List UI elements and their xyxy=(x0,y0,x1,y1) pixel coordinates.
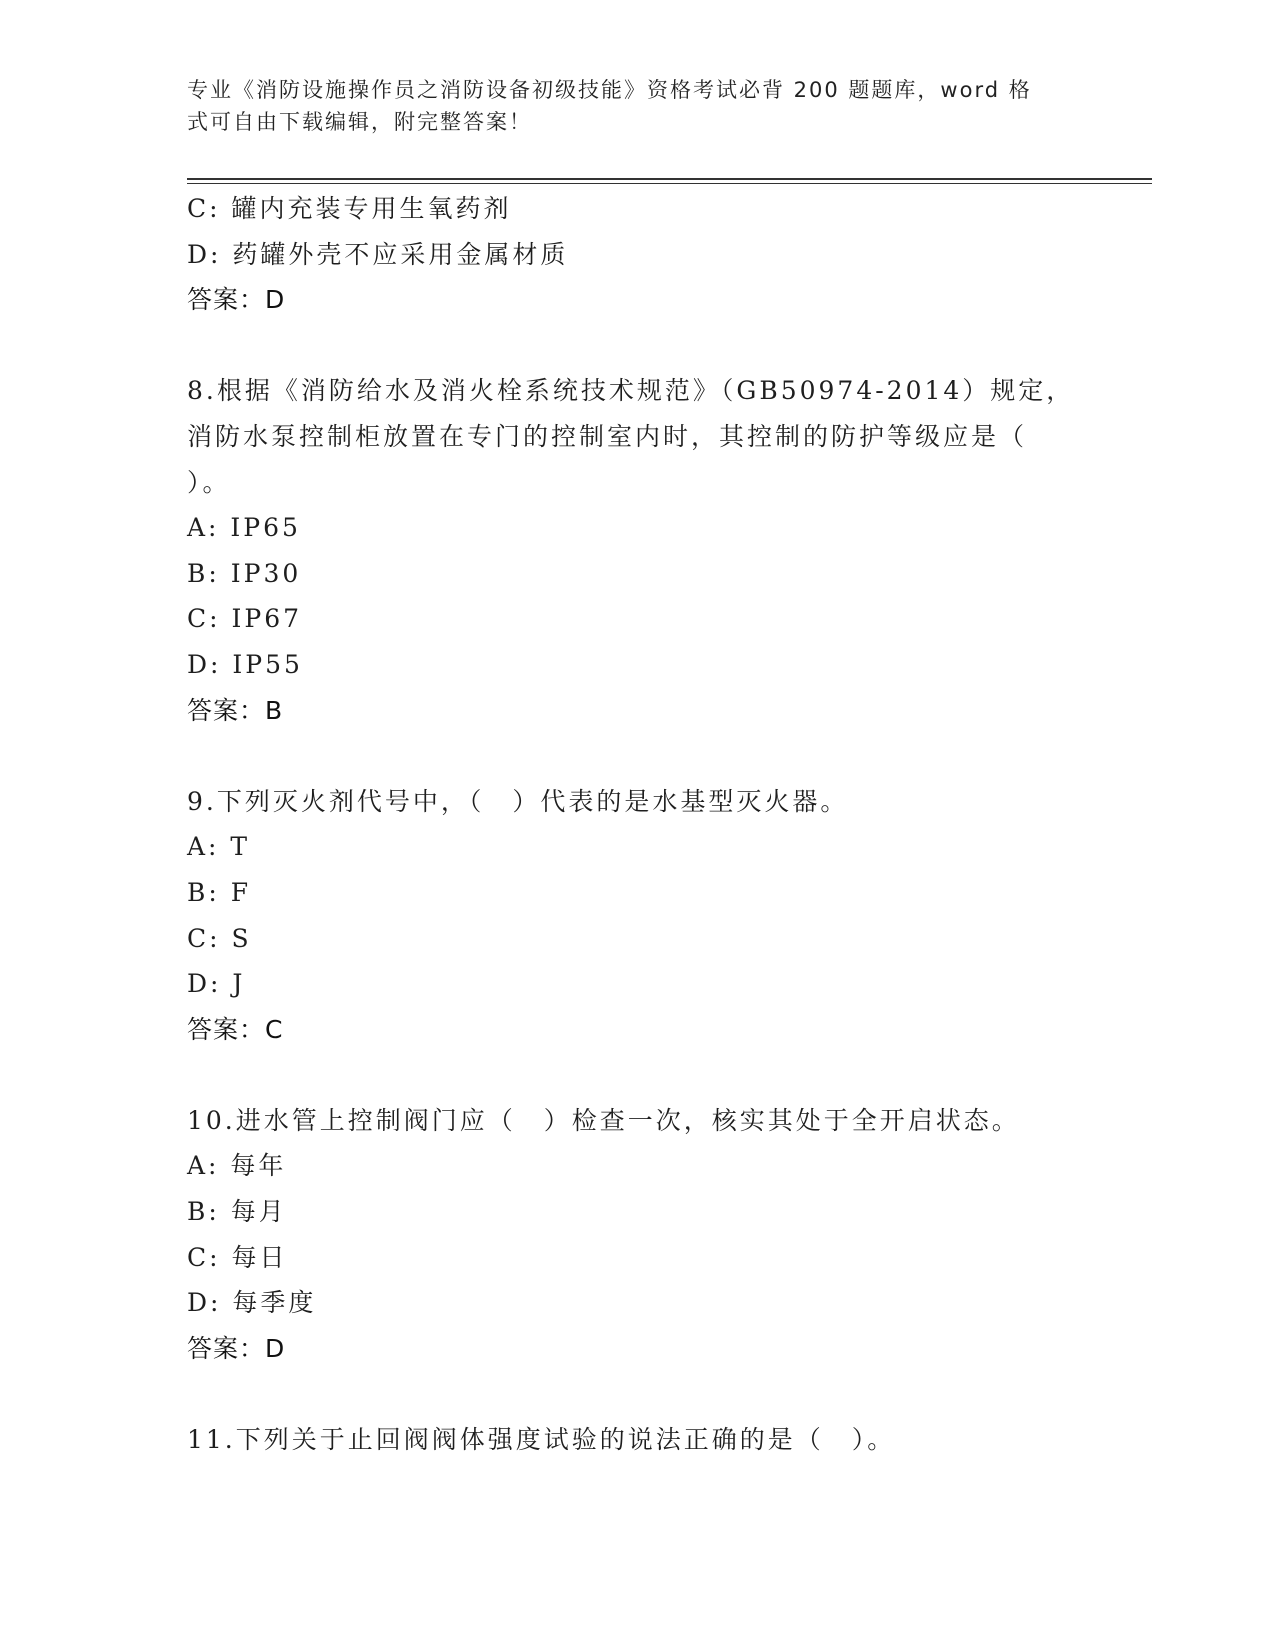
question-9 xyxy=(187,779,1087,1053)
question-stem-line: ）。 xyxy=(187,467,231,497)
question-10 xyxy=(187,1098,1087,1372)
option-d: D: IP55 xyxy=(187,649,303,679)
option-c: C: 罐内充装专用生氧药剂 xyxy=(187,194,512,223)
question-7-continued xyxy=(187,186,1087,323)
question-gap xyxy=(187,323,1087,369)
option-d: D: 药罐外壳不应采用金属材质 xyxy=(187,239,569,269)
answer-line: 答案：B xyxy=(187,695,284,725)
option-d: D: J xyxy=(187,969,246,999)
question-list xyxy=(187,186,1087,1463)
question-gap xyxy=(187,733,1087,779)
header-divider-thin xyxy=(187,183,1152,184)
answer-line: 答案：C xyxy=(187,1014,284,1044)
option-c: C: 每日 xyxy=(187,1242,288,1272)
header-divider-thick xyxy=(187,178,1152,180)
option-c: C: S xyxy=(187,923,252,953)
question-stem-line: 10.进水管上控制阀门应（ ）检查一次，核实其处于全开启状态。 xyxy=(187,1105,1020,1135)
option-d: D: 每季度 xyxy=(187,1288,317,1318)
option-c: C: IP67 xyxy=(187,604,303,634)
answer-line: 答案：D xyxy=(187,1333,286,1363)
option-b: B: IP30 xyxy=(187,558,302,588)
question-gap xyxy=(187,1371,1087,1417)
option-b: B: 每月 xyxy=(187,1197,287,1227)
answer-line: 答案：D xyxy=(187,285,286,315)
document-header-note xyxy=(187,74,1067,138)
option-a: A: IP65 xyxy=(187,513,301,543)
header-note-line-1: 专业《消防设施操作员之消防设备初级技能》资格考试必背 200 题题库，word 格 xyxy=(187,78,1032,102)
option-a: A: 每年 xyxy=(187,1151,287,1181)
question-stem-line: 8.根据《消防给水及消火栓系统技术规范》（GB50974-2014）规定， xyxy=(187,376,1075,406)
question-gap xyxy=(187,1052,1087,1098)
question-stem-line: 11.下列关于止回阀阀体强度试验的说法正确的是（ ）。 xyxy=(187,1425,896,1455)
option-b: B: F xyxy=(187,877,252,907)
question-stem-line: 消防水泵控制柜放置在专门的控制室内时，其控制的防护等级应是（ xyxy=(187,421,1028,451)
option-a: A: T xyxy=(187,832,251,862)
question-8 xyxy=(187,368,1087,733)
question-stem-line: 9.下列灭火剂代号中，（ ）代表的是水基型灭火器。 xyxy=(187,786,849,816)
question-11 xyxy=(187,1417,1087,1463)
header-note-line-2: 式可自由下载编辑，附完整答案！ xyxy=(187,110,532,134)
